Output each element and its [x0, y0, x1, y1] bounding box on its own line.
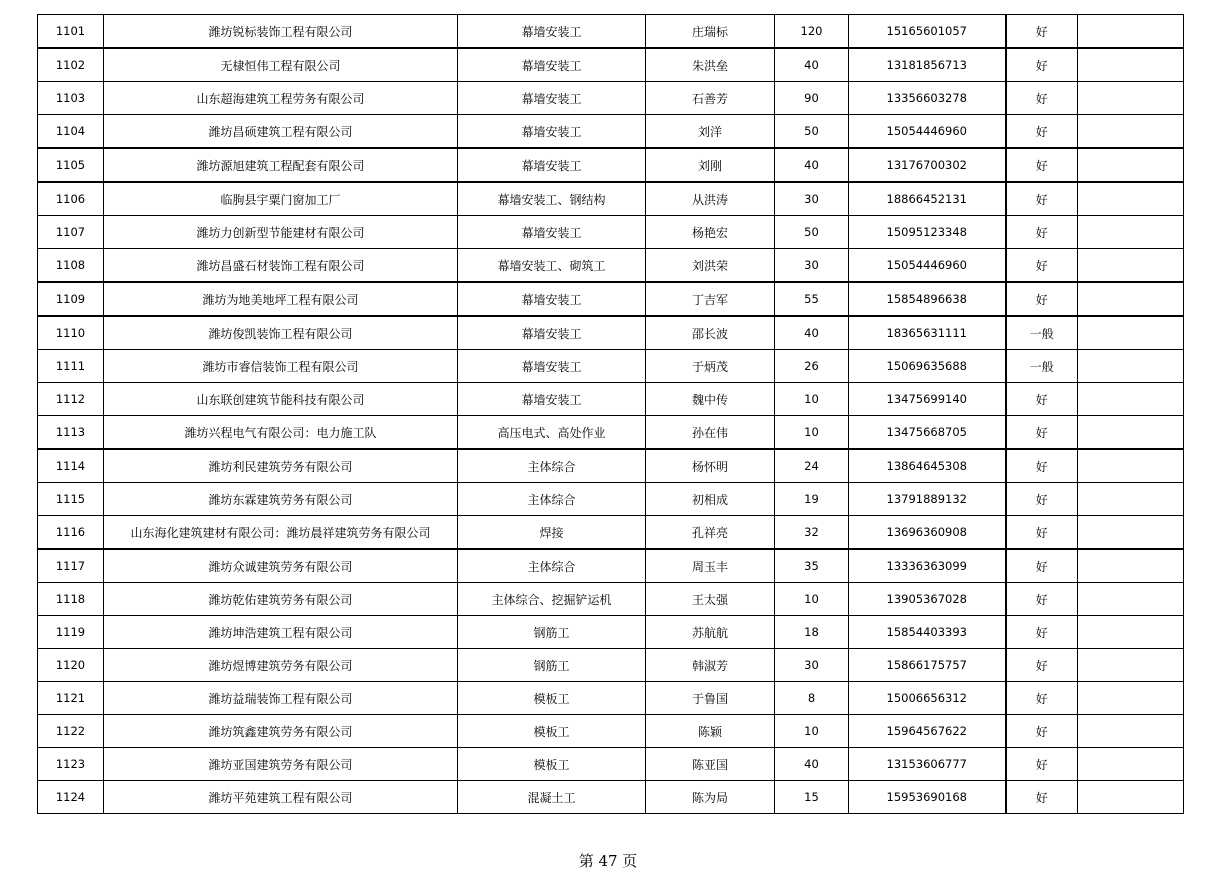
remark-cell: [1078, 781, 1184, 814]
contact-person-cell: 刘洪荣: [646, 249, 775, 283]
company-name-cell: 潍坊平苑建筑工程有限公司: [104, 781, 458, 814]
phone-number-cell: 13475699140: [849, 383, 1006, 416]
remark-cell: [1078, 316, 1184, 350]
remark-cell: [1078, 748, 1184, 781]
table-row: [38, 583, 1184, 616]
company-name-cell: 潍坊力创新型节能建材有限公司: [104, 216, 458, 249]
trade-type-cell: 焊接: [458, 516, 646, 550]
company-name-cell: 潍坊坤浩建筑工程有限公司: [104, 616, 458, 649]
row-number-cell: 1120: [38, 649, 104, 682]
row-number-cell: 1116: [38, 516, 104, 550]
rating-cell: 好: [1006, 616, 1078, 649]
table-row: [38, 483, 1184, 516]
contact-person-cell: 邵长波: [646, 316, 775, 350]
row-number-cell: 1101: [38, 15, 104, 49]
row-number-cell: 1122: [38, 715, 104, 748]
trade-type-cell: 幕墙安装工: [458, 82, 646, 115]
rating-cell: 好: [1006, 48, 1078, 82]
remark-cell: [1078, 449, 1184, 483]
worker-count-cell: 15: [775, 781, 849, 814]
trade-type-cell: 主体综合: [458, 483, 646, 516]
rating-cell: 好: [1006, 115, 1078, 149]
remark-cell: [1078, 682, 1184, 715]
table-row: [38, 249, 1184, 283]
row-number-cell: 1123: [38, 748, 104, 781]
row-number-cell: 1121: [38, 682, 104, 715]
company-name-cell: 潍坊市睿信装饰工程有限公司: [104, 350, 458, 383]
contact-person-cell: 陈颖: [646, 715, 775, 748]
trade-type-cell: 幕墙安装工: [458, 115, 646, 149]
company-name-cell: 潍坊利民建筑劳务有限公司: [104, 449, 458, 483]
remark-cell: [1078, 82, 1184, 115]
table-row: [38, 383, 1184, 416]
remark-cell: [1078, 483, 1184, 516]
contact-person-cell: 石善芳: [646, 82, 775, 115]
company-name-cell: 潍坊俊凯装饰工程有限公司: [104, 316, 458, 350]
worker-count-cell: 50: [775, 115, 849, 149]
row-number-cell: 1104: [38, 115, 104, 149]
table-row: [38, 216, 1184, 249]
rating-cell: 好: [1006, 282, 1078, 316]
table-row: [38, 682, 1184, 715]
contact-person-cell: 韩淑芳: [646, 649, 775, 682]
remark-cell: [1078, 649, 1184, 682]
rating-cell: 好: [1006, 416, 1078, 450]
row-number-cell: 1124: [38, 781, 104, 814]
rating-cell: 好: [1006, 182, 1078, 216]
table-body: [38, 15, 1184, 814]
company-name-cell: 潍坊东霖建筑劳务有限公司: [104, 483, 458, 516]
contact-person-cell: 刘洋: [646, 115, 775, 149]
company-name-cell: 山东联创建筑节能科技有限公司: [104, 383, 458, 416]
row-number-cell: 1106: [38, 182, 104, 216]
table-row: [38, 549, 1184, 583]
remark-cell: [1078, 416, 1184, 450]
company-name-cell: 潍坊煜博建筑劳务有限公司: [104, 649, 458, 682]
worker-count-cell: 30: [775, 182, 849, 216]
table-row: [38, 649, 1184, 682]
worker-count-cell: 19: [775, 483, 849, 516]
remark-cell: [1078, 583, 1184, 616]
trade-type-cell: 幕墙安装工、钢结构: [458, 182, 646, 216]
worker-count-cell: 30: [775, 249, 849, 283]
company-name-cell: 潍坊兴程电气有限公司：电力施工队: [104, 416, 458, 450]
worker-count-cell: 8: [775, 682, 849, 715]
worker-count-cell: 40: [775, 148, 849, 182]
worker-count-cell: 26: [775, 350, 849, 383]
contact-person-cell: 陈亚国: [646, 748, 775, 781]
trade-type-cell: 模板工: [458, 715, 646, 748]
worker-count-cell: 30: [775, 649, 849, 682]
phone-number-cell: 13176700302: [849, 148, 1006, 182]
worker-count-cell: 40: [775, 316, 849, 350]
contact-person-cell: 刘刚: [646, 148, 775, 182]
company-name-cell: 无棣恒伟工程有限公司: [104, 48, 458, 82]
worker-count-cell: 24: [775, 449, 849, 483]
trade-type-cell: 幕墙安装工: [458, 350, 646, 383]
trade-type-cell: 混凝土工: [458, 781, 646, 814]
trade-type-cell: 钢筋工: [458, 616, 646, 649]
rating-cell: 好: [1006, 682, 1078, 715]
rating-cell: 好: [1006, 583, 1078, 616]
contact-person-cell: 丁吉军: [646, 282, 775, 316]
phone-number-cell: 15054446960: [849, 249, 1006, 283]
rating-cell: 好: [1006, 216, 1078, 249]
rating-cell: 好: [1006, 383, 1078, 416]
company-name-cell: 潍坊昌盛石材装饰工程有限公司: [104, 249, 458, 283]
worker-count-cell: 35: [775, 549, 849, 583]
remark-cell: [1078, 249, 1184, 283]
trade-type-cell: 模板工: [458, 682, 646, 715]
table-row: [38, 748, 1184, 781]
trade-type-cell: 幕墙安装工: [458, 15, 646, 49]
rating-cell: 好: [1006, 781, 1078, 814]
row-number-cell: 1119: [38, 616, 104, 649]
worker-count-cell: 90: [775, 82, 849, 115]
table-row: [38, 781, 1184, 814]
remark-cell: [1078, 715, 1184, 748]
phone-number-cell: 15054446960: [849, 115, 1006, 149]
contact-person-cell: 周玉丰: [646, 549, 775, 583]
table-row: [38, 316, 1184, 350]
worker-count-cell: 10: [775, 416, 849, 450]
table-row: [38, 616, 1184, 649]
company-name-cell: 山东超海建筑工程劳务有限公司: [104, 82, 458, 115]
remark-cell: [1078, 350, 1184, 383]
rating-cell: 好: [1006, 15, 1078, 49]
company-name-cell: 潍坊源旭建筑工程配套有限公司: [104, 148, 458, 182]
row-number-cell: 1102: [38, 48, 104, 82]
trade-type-cell: 主体综合: [458, 449, 646, 483]
company-name-cell: 潍坊众诚建筑劳务有限公司: [104, 549, 458, 583]
worker-count-cell: 10: [775, 383, 849, 416]
rating-cell: 好: [1006, 82, 1078, 115]
company-name-cell: 山东海化建筑建材有限公司：潍坊晨祥建筑劳务有限公司: [104, 516, 458, 550]
rating-cell: 好: [1006, 483, 1078, 516]
trade-type-cell: 主体综合、挖掘铲运机: [458, 583, 646, 616]
phone-number-cell: 13475668705: [849, 416, 1006, 450]
phone-number-cell: 15095123348: [849, 216, 1006, 249]
trade-type-cell: 幕墙安装工: [458, 48, 646, 82]
company-name-cell: 潍坊亚国建筑劳务有限公司: [104, 748, 458, 781]
remark-cell: [1078, 282, 1184, 316]
contact-person-cell: 王太强: [646, 583, 775, 616]
remark-cell: [1078, 115, 1184, 149]
company-name-cell: 潍坊昌硕建筑工程有限公司: [104, 115, 458, 149]
contact-person-cell: 初相成: [646, 483, 775, 516]
company-name-cell: 潍坊筑鑫建筑劳务有限公司: [104, 715, 458, 748]
rating-cell: 一般: [1006, 316, 1078, 350]
rating-cell: 好: [1006, 549, 1078, 583]
row-number-cell: 1115: [38, 483, 104, 516]
remark-cell: [1078, 216, 1184, 249]
phone-number-cell: 15006656312: [849, 682, 1006, 715]
company-name-cell: 潍坊锐标装饰工程有限公司: [104, 15, 458, 49]
table-row: [38, 282, 1184, 316]
phone-number-cell: 15854896638: [849, 282, 1006, 316]
row-number-cell: 1111: [38, 350, 104, 383]
worker-count-cell: 50: [775, 216, 849, 249]
phone-number-cell: 13791889132: [849, 483, 1006, 516]
contact-person-cell: 孙在伟: [646, 416, 775, 450]
contact-person-cell: 苏航航: [646, 616, 775, 649]
page-number: 第 47 页: [578, 852, 638, 870]
table-row: [38, 416, 1184, 450]
trade-type-cell: 模板工: [458, 748, 646, 781]
worker-count-cell: 18: [775, 616, 849, 649]
trade-type-cell: 幕墙安装工: [458, 316, 646, 350]
company-name-cell: 临朐县宇粟门窗加工厂: [104, 182, 458, 216]
table-row: [38, 48, 1184, 82]
rating-cell: 好: [1006, 249, 1078, 283]
phone-number-cell: 13153606777: [849, 748, 1006, 781]
trade-type-cell: 幕墙安装工: [458, 148, 646, 182]
contact-person-cell: 孔祥亮: [646, 516, 775, 550]
worker-count-cell: 55: [775, 282, 849, 316]
table-row: [38, 148, 1184, 182]
table-row: [38, 715, 1184, 748]
worker-count-cell: 32: [775, 516, 849, 550]
row-number-cell: 1112: [38, 383, 104, 416]
company-name-cell: 潍坊益瑞装饰工程有限公司: [104, 682, 458, 715]
contact-person-cell: 于炳茂: [646, 350, 775, 383]
worker-count-cell: 10: [775, 715, 849, 748]
rating-cell: 好: [1006, 148, 1078, 182]
phone-number-cell: 13864645308: [849, 449, 1006, 483]
row-number-cell: 1109: [38, 282, 104, 316]
table-row: [38, 115, 1184, 149]
phone-number-cell: 15964567622: [849, 715, 1006, 748]
table-row: [38, 449, 1184, 483]
trade-type-cell: 幕墙安装工: [458, 216, 646, 249]
contact-person-cell: 朱洪垒: [646, 48, 775, 82]
worker-count-cell: 40: [775, 48, 849, 82]
worker-count-cell: 10: [775, 583, 849, 616]
rating-cell: 好: [1006, 449, 1078, 483]
trade-type-cell: 高压电式、高处作业: [458, 416, 646, 450]
phone-number-cell: 15953690168: [849, 781, 1006, 814]
row-number-cell: 1107: [38, 216, 104, 249]
row-number-cell: 1105: [38, 148, 104, 182]
row-number-cell: 1103: [38, 82, 104, 115]
remark-cell: [1078, 549, 1184, 583]
rating-cell: 好: [1006, 649, 1078, 682]
remark-cell: [1078, 48, 1184, 82]
rating-cell: 一般: [1006, 350, 1078, 383]
company-name-cell: 潍坊乾佑建筑劳务有限公司: [104, 583, 458, 616]
contact-person-cell: 杨怀明: [646, 449, 775, 483]
phone-number-cell: 15069635688: [849, 350, 1006, 383]
phone-number-cell: 15866175757: [849, 649, 1006, 682]
phone-number-cell: 13181856713: [849, 48, 1006, 82]
remark-cell: [1078, 616, 1184, 649]
remark-cell: [1078, 182, 1184, 216]
phone-number-cell: 18866452131: [849, 182, 1006, 216]
contractor-table: [37, 14, 1184, 814]
trade-type-cell: 主体综合: [458, 549, 646, 583]
contact-person-cell: 于鲁国: [646, 682, 775, 715]
phone-number-cell: 13356603278: [849, 82, 1006, 115]
row-number-cell: 1117: [38, 549, 104, 583]
contact-person-cell: 杨艳宏: [646, 216, 775, 249]
table-row: [38, 82, 1184, 115]
trade-type-cell: 钢筋工: [458, 649, 646, 682]
table-row: [38, 516, 1184, 550]
row-number-cell: 1114: [38, 449, 104, 483]
contact-person-cell: 庄瑞标: [646, 15, 775, 49]
trade-type-cell: 幕墙安装工、砌筑工: [458, 249, 646, 283]
phone-number-cell: 15165601057: [849, 15, 1006, 49]
row-number-cell: 1118: [38, 583, 104, 616]
table-row: [38, 15, 1184, 49]
row-number-cell: 1113: [38, 416, 104, 450]
contact-person-cell: 魏中传: [646, 383, 775, 416]
trade-type-cell: 幕墙安装工: [458, 383, 646, 416]
contact-person-cell: 陈为局: [646, 781, 775, 814]
remark-cell: [1078, 383, 1184, 416]
company-name-cell: 潍坊为地美地坪工程有限公司: [104, 282, 458, 316]
phone-number-cell: 13905367028: [849, 583, 1006, 616]
worker-count-cell: 120: [775, 15, 849, 49]
row-number-cell: 1110: [38, 316, 104, 350]
remark-cell: [1078, 148, 1184, 182]
remark-cell: [1078, 516, 1184, 550]
table-row: [38, 182, 1184, 216]
phone-number-cell: 18365631111: [849, 316, 1006, 350]
rating-cell: 好: [1006, 748, 1078, 781]
worker-count-cell: 40: [775, 748, 849, 781]
phone-number-cell: 13696360908: [849, 516, 1006, 550]
rating-cell: 好: [1006, 715, 1078, 748]
rating-cell: 好: [1006, 516, 1078, 550]
phone-number-cell: 13336363099: [849, 549, 1006, 583]
contact-person-cell: 从洪涛: [646, 182, 775, 216]
phone-number-cell: 15854403393: [849, 616, 1006, 649]
table-row: [38, 350, 1184, 383]
trade-type-cell: 幕墙安装工: [458, 282, 646, 316]
remark-cell: [1078, 15, 1184, 49]
row-number-cell: 1108: [38, 249, 104, 283]
